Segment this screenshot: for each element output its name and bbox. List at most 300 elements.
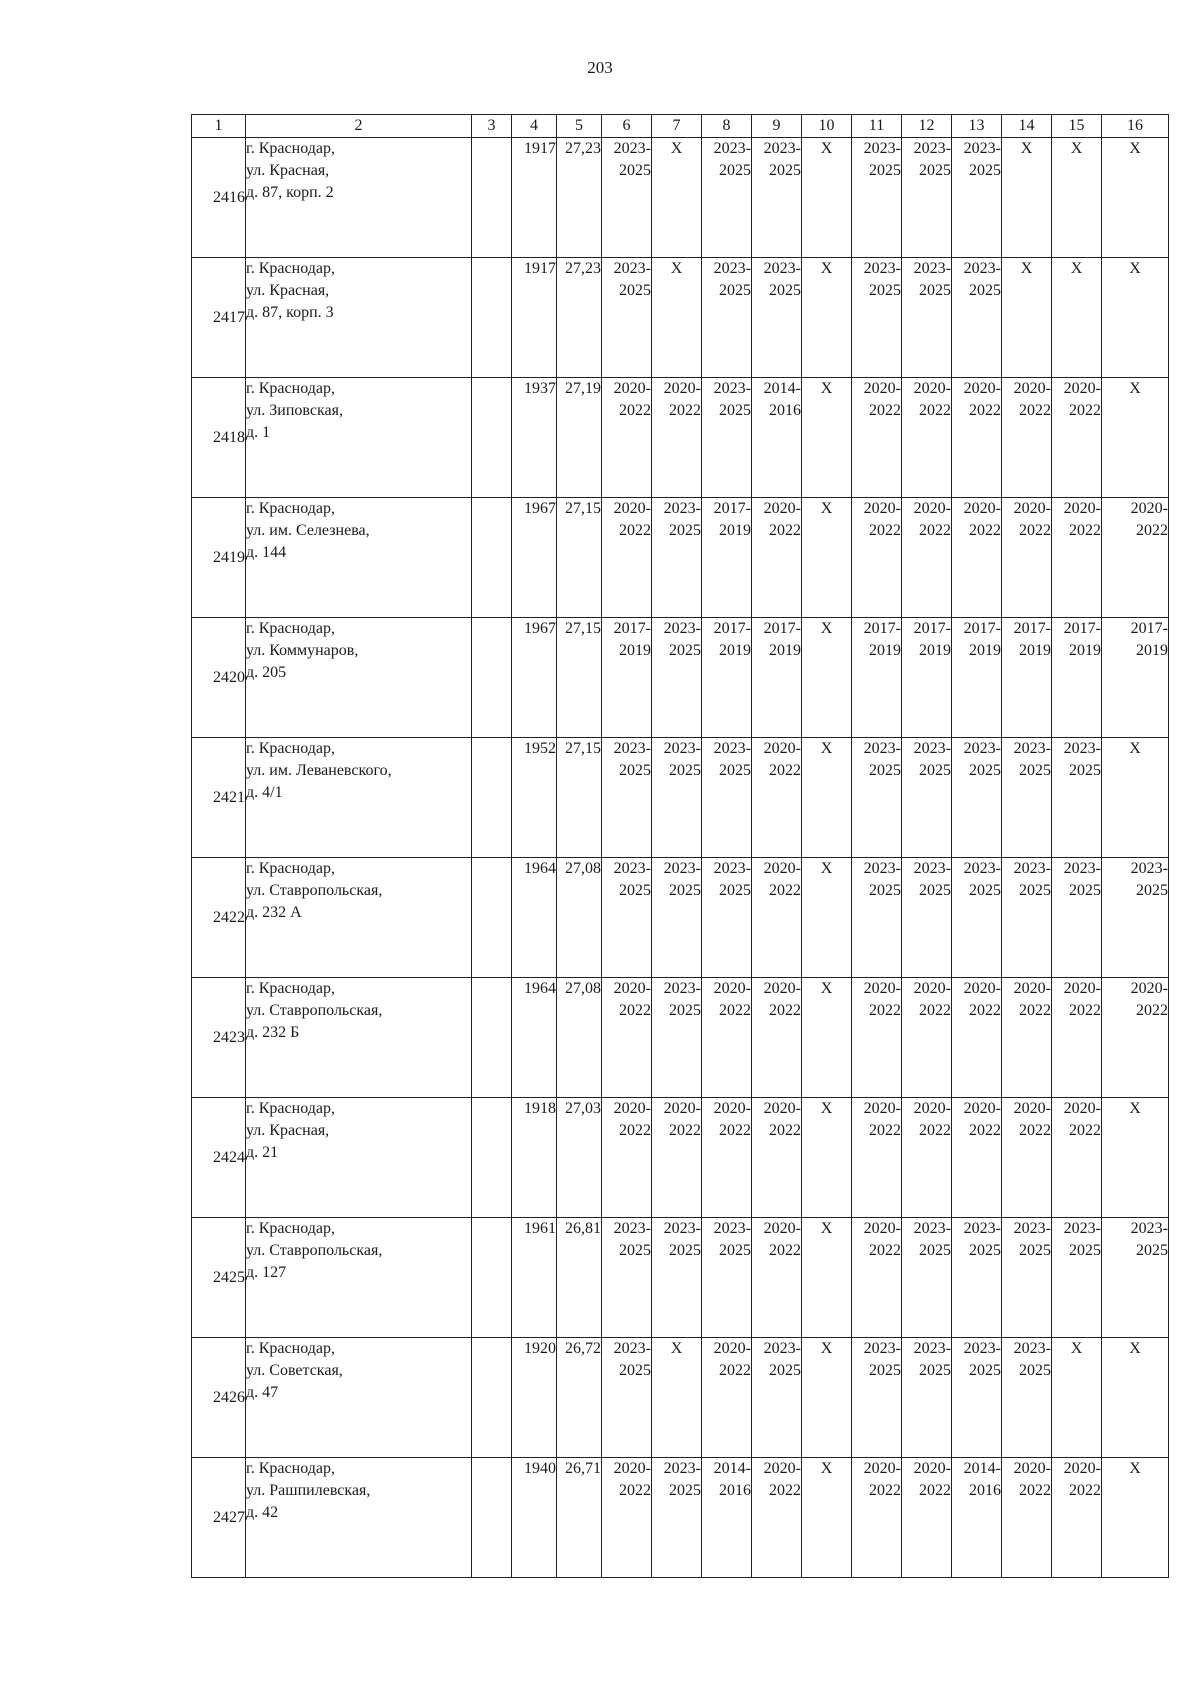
period-text: 2020- 2022 <box>1063 1100 1101 1139</box>
period-text: 2023- 2025 <box>663 740 701 779</box>
period-cell-6 <box>602 1098 652 1218</box>
period-cell-8 <box>702 378 752 498</box>
table-row <box>192 618 1169 738</box>
period-text: 2023- 2025 <box>963 740 1001 779</box>
area-cell: 27,15 <box>557 498 602 618</box>
address-line: г. Краснодар, <box>246 620 335 637</box>
address-cell <box>246 498 472 618</box>
period-text: 2020- 2022 <box>1063 980 1101 1019</box>
period-cell-14 <box>1002 1218 1052 1338</box>
period-text: 2023- 2025 <box>763 140 801 179</box>
period-cell-10: X <box>802 1218 852 1338</box>
period-text: 2023- 2025 <box>713 140 751 179</box>
period-text: 2023- 2025 <box>913 740 951 779</box>
period-text: 2023- 2025 <box>613 1340 651 1379</box>
address-line: ул. Советская, <box>246 1362 343 1379</box>
address-line: ул. им. Леваневского, <box>246 762 392 779</box>
period-cell-7 <box>652 858 702 978</box>
period-text: 2020- 2022 <box>663 380 701 419</box>
period-cell-8 <box>702 498 752 618</box>
period-cell-14 <box>1002 378 1052 498</box>
period-cell-11 <box>852 858 902 978</box>
period-cell-10: X <box>802 1098 852 1218</box>
address-line: д. 87, корп. 3 <box>246 304 334 321</box>
period-text: 2020- 2022 <box>713 1100 751 1139</box>
period-text: 2023- 2025 <box>713 380 751 419</box>
period-cell-16 <box>1102 858 1169 978</box>
row-number: 2418 <box>192 378 246 498</box>
period-text: 2023- 2025 <box>713 1220 751 1259</box>
period-cell-12 <box>902 978 952 1098</box>
period-cell-11 <box>852 1458 902 1578</box>
period-text: 2017- 2019 <box>863 620 901 659</box>
period-cell-8 <box>702 1218 752 1338</box>
period-text: 2023- 2025 <box>763 1340 801 1379</box>
period-cell-6 <box>602 858 652 978</box>
period-text: 2023- 2025 <box>963 860 1001 899</box>
period-cell-14: X <box>1002 138 1052 258</box>
period-cell-16: X <box>1102 1458 1169 1578</box>
period-cell-15: X <box>1052 138 1102 258</box>
area-cell: 27,08 <box>557 978 602 1098</box>
period-cell-8 <box>702 1458 752 1578</box>
housing-registry-table <box>191 114 1169 1578</box>
period-text: 2023- 2025 <box>1013 1220 1051 1259</box>
column-3-cell <box>472 1098 512 1218</box>
period-text: 2017- 2019 <box>913 620 951 659</box>
period-cell-9 <box>752 858 802 978</box>
period-text: 2020- 2022 <box>613 1460 651 1499</box>
period-cell-14 <box>1002 1458 1052 1578</box>
period-text: 2023- 2025 <box>1063 1220 1101 1259</box>
period-cell-13 <box>952 138 1002 258</box>
period-cell-13 <box>952 738 1002 858</box>
page-number: 203 <box>587 58 613 77</box>
period-cell-14 <box>1002 1098 1052 1218</box>
period-text: 2017- 2019 <box>713 620 751 659</box>
period-text: 2020- 2022 <box>863 1220 901 1259</box>
period-cell-16: X <box>1102 258 1169 378</box>
address-line: г. Краснодар, <box>246 860 335 877</box>
table-row <box>192 138 1169 258</box>
column-header-5: 5 <box>557 115 602 138</box>
period-cell-9 <box>752 138 802 258</box>
year-cell: 1961 <box>512 1218 557 1338</box>
period-cell-9 <box>752 1218 802 1338</box>
period-cell-14 <box>1002 978 1052 1098</box>
period-text: 2017- 2019 <box>1130 620 1168 659</box>
period-text: 2020- 2022 <box>963 380 1001 419</box>
period-text: 2023- 2025 <box>863 140 901 179</box>
period-cell-16: X <box>1102 1098 1169 1218</box>
period-text: 2020- 2022 <box>913 500 951 539</box>
period-text: 2020- 2022 <box>1130 500 1168 539</box>
period-text: 2020- 2022 <box>913 1100 951 1139</box>
table-row <box>192 1218 1169 1338</box>
period-cell-7 <box>652 738 702 858</box>
period-text: 2020- 2022 <box>863 1460 901 1499</box>
period-cell-10: X <box>802 738 852 858</box>
period-text: 2020- 2022 <box>763 1460 801 1499</box>
table-row <box>192 258 1169 378</box>
table-row <box>192 978 1169 1098</box>
table-row <box>192 1338 1169 1458</box>
period-cell-15 <box>1052 978 1102 1098</box>
table-row <box>192 858 1169 978</box>
period-text: 2023- 2025 <box>1130 860 1168 899</box>
address-line: г. Краснодар, <box>246 1460 335 1477</box>
period-text: 2020- 2022 <box>613 1100 651 1139</box>
period-cell-6 <box>602 378 652 498</box>
period-cell-12 <box>902 618 952 738</box>
period-text: 2020- 2022 <box>613 500 651 539</box>
period-text: 2020- 2022 <box>913 380 951 419</box>
period-text: 2023- 2025 <box>1063 740 1101 779</box>
column-3-cell <box>472 138 512 258</box>
period-cell-9 <box>752 1338 802 1458</box>
row-number: 2417 <box>192 258 246 378</box>
column-header-12: 12 <box>902 115 952 138</box>
period-text: 2020- 2022 <box>913 1460 951 1499</box>
column-header-2: 2 <box>246 115 472 138</box>
row-number: 2424 <box>192 1098 246 1218</box>
address-line: д. 42 <box>246 1504 279 1521</box>
period-cell-14 <box>1002 1338 1052 1458</box>
header-row <box>192 115 1169 138</box>
period-cell-10: X <box>802 378 852 498</box>
period-text: 2023- 2025 <box>913 140 951 179</box>
period-cell-12 <box>902 1458 952 1578</box>
column-header-1: 1 <box>192 115 246 138</box>
period-cell-6 <box>602 138 652 258</box>
area-cell: 26,71 <box>557 1458 602 1578</box>
column-header-10: 10 <box>802 115 852 138</box>
address-line: ул. Красная, <box>246 282 330 299</box>
address-line: д. 21 <box>246 1144 279 1161</box>
column-header-3: 3 <box>472 115 512 138</box>
period-text: 2023- 2025 <box>1130 1220 1168 1259</box>
period-cell-10: X <box>802 1458 852 1578</box>
period-cell-16 <box>1102 618 1169 738</box>
period-text: 2023- 2025 <box>663 980 701 1019</box>
period-cell-7 <box>652 498 702 618</box>
period-cell-7 <box>652 378 702 498</box>
address-line: д. 4/1 <box>246 784 283 801</box>
column-header-6: 6 <box>602 115 652 138</box>
period-text: 2020- 2022 <box>763 980 801 1019</box>
address-line: д. 144 <box>246 544 287 561</box>
period-text: 2023- 2025 <box>1013 1340 1051 1379</box>
address-line: г. Краснодар, <box>246 1340 335 1357</box>
period-text: 2017- 2019 <box>713 500 751 539</box>
period-text: 2020- 2022 <box>1063 500 1101 539</box>
column-header-9: 9 <box>752 115 802 138</box>
address-cell <box>246 138 472 258</box>
period-cell-13 <box>952 1098 1002 1218</box>
row-number: 2420 <box>192 618 246 738</box>
row-number: 2426 <box>192 1338 246 1458</box>
period-cell-16: X <box>1102 738 1169 858</box>
period-cell-16 <box>1102 498 1169 618</box>
period-text: 2023- 2025 <box>613 860 651 899</box>
period-text: 2020- 2022 <box>963 500 1001 539</box>
period-cell-7 <box>652 978 702 1098</box>
period-text: 2023- 2025 <box>1013 860 1051 899</box>
area-cell: 27,15 <box>557 618 602 738</box>
period-text: 2020- 2022 <box>763 740 801 779</box>
column-header-11: 11 <box>852 115 902 138</box>
period-cell-11 <box>852 1338 902 1458</box>
period-text: 2020- 2022 <box>1013 1460 1051 1499</box>
address-line: г. Краснодар, <box>246 1100 335 1117</box>
row-number: 2423 <box>192 978 246 1098</box>
year-cell: 1917 <box>512 138 557 258</box>
period-cell-16 <box>1102 1218 1169 1338</box>
address-cell <box>246 1218 472 1338</box>
period-cell-9 <box>752 738 802 858</box>
column-header-16: 16 <box>1102 115 1169 138</box>
table-row <box>192 1458 1169 1578</box>
period-cell-15 <box>1052 1218 1102 1338</box>
period-cell-15 <box>1052 858 1102 978</box>
period-text: 2014- 2016 <box>963 1460 1001 1499</box>
period-text: 2023- 2025 <box>913 260 951 299</box>
period-cell-8 <box>702 618 752 738</box>
address-line: г. Краснодар, <box>246 380 335 397</box>
area-cell: 27,23 <box>557 258 602 378</box>
period-text: 2023- 2025 <box>1013 740 1051 779</box>
period-text: 2023- 2025 <box>713 860 751 899</box>
period-cell-11 <box>852 258 902 378</box>
period-cell-10: X <box>802 978 852 1098</box>
period-cell-15 <box>1052 1458 1102 1578</box>
period-cell-9 <box>752 978 802 1098</box>
area-cell: 27,15 <box>557 738 602 858</box>
year-cell: 1967 <box>512 498 557 618</box>
period-cell-11 <box>852 978 902 1098</box>
period-cell-14 <box>1002 738 1052 858</box>
period-text: 2014- 2016 <box>713 1460 751 1499</box>
period-cell-7: X <box>652 138 702 258</box>
period-text: 2023- 2025 <box>663 1460 701 1499</box>
address-line: г. Краснодар, <box>246 500 335 517</box>
table-body <box>192 138 1169 1578</box>
period-cell-11 <box>852 618 902 738</box>
address-line: г. Краснодар, <box>246 1220 335 1237</box>
column-3-cell <box>472 378 512 498</box>
period-text: 2020- 2022 <box>713 1340 751 1379</box>
column-3-cell <box>472 258 512 378</box>
address-cell <box>246 738 472 858</box>
address-line: ул. Зиповская, <box>246 402 343 419</box>
row-number: 2419 <box>192 498 246 618</box>
period-cell-10: X <box>802 1338 852 1458</box>
period-cell-9 <box>752 1098 802 1218</box>
table-row <box>192 1098 1169 1218</box>
period-cell-8 <box>702 858 752 978</box>
period-text: 2020- 2022 <box>763 860 801 899</box>
address-line: г. Краснодар, <box>246 980 335 997</box>
address-line: ул. Красная, <box>246 1122 330 1139</box>
period-cell-9 <box>752 498 802 618</box>
period-text: 2023- 2025 <box>913 1220 951 1259</box>
period-cell-10: X <box>802 858 852 978</box>
row-number: 2421 <box>192 738 246 858</box>
period-cell-15: X <box>1052 1338 1102 1458</box>
period-cell-11 <box>852 138 902 258</box>
column-header-7: 7 <box>652 115 702 138</box>
period-cell-7 <box>652 1218 702 1338</box>
period-cell-13 <box>952 1338 1002 1458</box>
period-cell-13 <box>952 258 1002 378</box>
area-cell: 27,03 <box>557 1098 602 1218</box>
period-cell-6 <box>602 498 652 618</box>
period-text: 2023- 2025 <box>613 260 651 299</box>
row-number: 2425 <box>192 1218 246 1338</box>
year-cell: 1920 <box>512 1338 557 1458</box>
column-header-15: 15 <box>1052 115 1102 138</box>
period-text: 2020- 2022 <box>863 380 901 419</box>
period-text: 2014- 2016 <box>763 380 801 419</box>
period-text: 2020- 2022 <box>963 980 1001 1019</box>
row-number: 2416 <box>192 138 246 258</box>
period-cell-14 <box>1002 618 1052 738</box>
address-line: ул. Ставропольская, <box>246 1242 383 1259</box>
period-cell-7 <box>652 618 702 738</box>
period-text: 2020- 2022 <box>713 980 751 1019</box>
period-cell-13 <box>952 978 1002 1098</box>
period-text: 2023- 2025 <box>663 1220 701 1259</box>
period-text: 2020- 2022 <box>1063 1460 1101 1499</box>
period-text: 2023- 2025 <box>663 620 701 659</box>
period-text: 2020- 2022 <box>663 1100 701 1139</box>
period-cell-6 <box>602 1458 652 1578</box>
address-line: ул. Рашпилевская, <box>246 1482 371 1499</box>
period-text: 2020- 2022 <box>963 1100 1001 1139</box>
column-3-cell <box>472 1338 512 1458</box>
period-text: 2023- 2025 <box>963 260 1001 299</box>
address-line: д. 87, корп. 2 <box>246 184 334 201</box>
period-text: 2023- 2025 <box>1063 860 1101 899</box>
period-text: 2020- 2022 <box>763 1220 801 1259</box>
address-cell <box>246 978 472 1098</box>
period-text: 2020- 2022 <box>863 1100 901 1139</box>
address-line: д. 232 Б <box>246 1024 300 1041</box>
period-text: 2023- 2025 <box>913 1340 951 1379</box>
period-cell-10: X <box>802 138 852 258</box>
period-text: 2023- 2025 <box>863 740 901 779</box>
year-cell: 1964 <box>512 978 557 1098</box>
column-header-14: 14 <box>1002 115 1052 138</box>
period-cell-9 <box>752 1458 802 1578</box>
address-line: д. 1 <box>246 424 271 441</box>
period-cell-12 <box>902 1338 952 1458</box>
period-cell-12 <box>902 738 952 858</box>
period-cell-8 <box>702 1338 752 1458</box>
period-cell-12 <box>902 138 952 258</box>
year-cell: 1967 <box>512 618 557 738</box>
period-cell-12 <box>902 1098 952 1218</box>
period-cell-14 <box>1002 498 1052 618</box>
year-cell: 1917 <box>512 258 557 378</box>
address-line: г. Краснодар, <box>246 260 335 277</box>
table-row <box>192 498 1169 618</box>
column-3-cell <box>472 858 512 978</box>
year-cell: 1918 <box>512 1098 557 1218</box>
period-text: 2023- 2025 <box>863 260 901 299</box>
address-cell <box>246 618 472 738</box>
period-cell-9 <box>752 258 802 378</box>
area-cell: 26,72 <box>557 1338 602 1458</box>
period-cell-15 <box>1052 1098 1102 1218</box>
address-line: д. 205 <box>246 664 287 681</box>
address-line: ул. Ставропольская, <box>246 1002 383 1019</box>
year-cell: 1952 <box>512 738 557 858</box>
period-cell-12 <box>902 1218 952 1338</box>
column-3-cell <box>472 978 512 1098</box>
address-line: д. 127 <box>246 1264 287 1281</box>
period-text: 2023- 2025 <box>963 1220 1001 1259</box>
period-cell-6 <box>602 258 652 378</box>
period-text: 2023- 2025 <box>763 260 801 299</box>
year-cell: 1940 <box>512 1458 557 1578</box>
period-cell-11 <box>852 498 902 618</box>
period-cell-6 <box>602 618 652 738</box>
period-text: 2023- 2025 <box>613 1220 651 1259</box>
period-cell-13 <box>952 498 1002 618</box>
area-cell: 27,08 <box>557 858 602 978</box>
period-cell-10: X <box>802 258 852 378</box>
address-cell <box>246 858 472 978</box>
period-cell-16: X <box>1102 1338 1169 1458</box>
column-header-13: 13 <box>952 115 1002 138</box>
column-3-cell <box>472 738 512 858</box>
address-line: г. Краснодар, <box>246 740 335 757</box>
period-text: 2020- 2022 <box>613 980 651 1019</box>
period-cell-9 <box>752 378 802 498</box>
period-text: 2020- 2022 <box>863 500 901 539</box>
period-cell-8 <box>702 1098 752 1218</box>
row-number: 2422 <box>192 858 246 978</box>
period-cell-14 <box>1002 858 1052 978</box>
table-row <box>192 738 1169 858</box>
period-text: 2017- 2019 <box>1013 620 1051 659</box>
period-cell-7: X <box>652 1338 702 1458</box>
period-text: 2023- 2025 <box>663 860 701 899</box>
row-number: 2427 <box>192 1458 246 1578</box>
period-text: 2020- 2022 <box>1013 1100 1051 1139</box>
period-text: 2020- 2022 <box>1063 380 1101 419</box>
address-line: д. 47 <box>246 1384 279 1401</box>
period-cell-8 <box>702 258 752 378</box>
address-cell <box>246 378 472 498</box>
period-cell-7: X <box>652 258 702 378</box>
period-text: 2017- 2019 <box>963 620 1001 659</box>
period-cell-10: X <box>802 498 852 618</box>
address-cell <box>246 1098 472 1218</box>
period-cell-13 <box>952 1458 1002 1578</box>
period-cell-6 <box>602 1218 652 1338</box>
address-line: г. Краснодар, <box>246 140 335 157</box>
period-text: 2017- 2019 <box>763 620 801 659</box>
column-header-8: 8 <box>702 115 752 138</box>
period-text: 2020- 2022 <box>1013 500 1051 539</box>
period-cell-16 <box>1102 978 1169 1098</box>
period-cell-11 <box>852 378 902 498</box>
period-text: 2017- 2019 <box>613 620 651 659</box>
period-cell-9 <box>752 618 802 738</box>
area-cell: 26,81 <box>557 1218 602 1338</box>
